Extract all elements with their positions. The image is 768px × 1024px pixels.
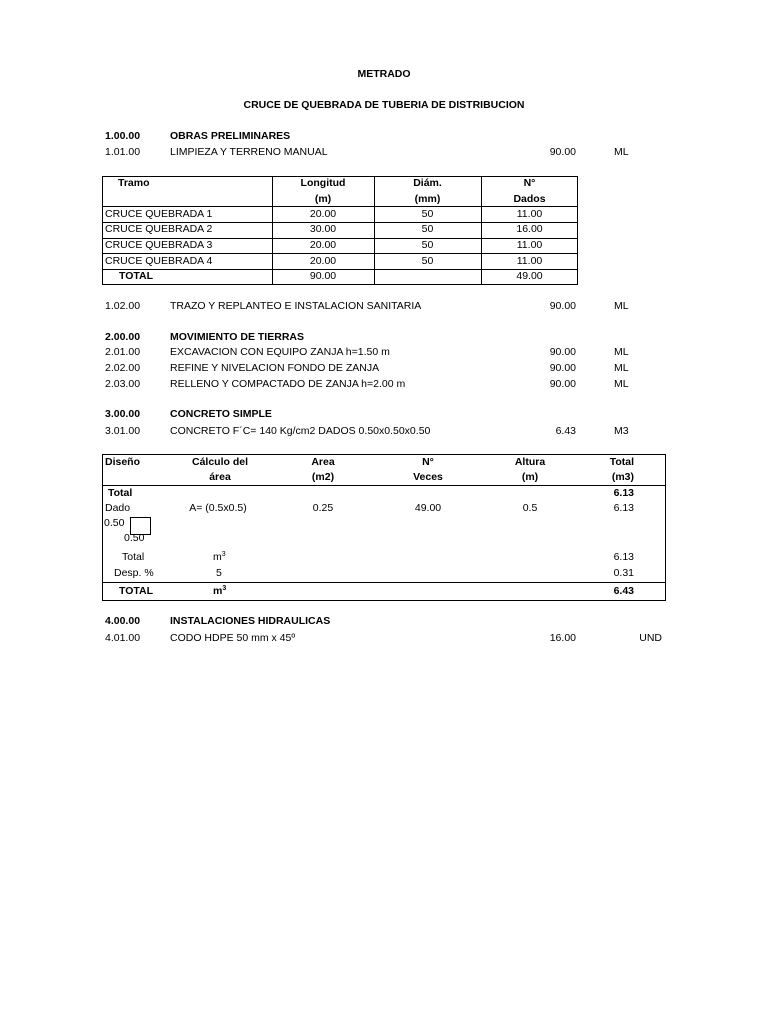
item-desc: REFINE Y NIVELACION FONDO DE ZANJA bbox=[170, 362, 380, 374]
row-name: CRUCE QUEBRADA 3 bbox=[105, 239, 213, 251]
section-name: INSTALACIONES HIDRAULICAS bbox=[170, 615, 331, 627]
total-value: 6.13 bbox=[613, 487, 634, 499]
row-altura: 0.5 bbox=[522, 502, 538, 514]
row-diam: 50 bbox=[421, 255, 434, 267]
header-diam-unit: (mm) bbox=[414, 193, 441, 205]
total-label: TOTAL bbox=[119, 270, 154, 282]
page-subtitle: CRUCE DE QUEBRADA DE TUBERIA DE DISTRIBUCION bbox=[243, 99, 525, 111]
item-desc: CONCRETO F´C= 140 Kg/cm2 DADOS 0.50x0.50x0.50 bbox=[170, 425, 431, 437]
total-longitud: 90.00 bbox=[309, 270, 337, 282]
header-altura-unit: (m) bbox=[521, 471, 539, 483]
section-code: 3.00.00 bbox=[105, 408, 141, 420]
row-dados: 11.00 bbox=[516, 255, 543, 267]
header-longitud-unit: (m) bbox=[314, 193, 332, 205]
row-diam: 50 bbox=[421, 239, 434, 251]
row-longitud: 30.00 bbox=[309, 223, 337, 235]
total-dados: 49.00 bbox=[516, 270, 543, 282]
item-qty: 90.00 bbox=[549, 346, 576, 358]
header-longitud: Longitud bbox=[300, 177, 346, 189]
item-desc: LIMPIEZA Y TERRENO MANUAL bbox=[170, 146, 328, 158]
row-divider bbox=[102, 582, 666, 583]
item-code: 2.03.00 bbox=[105, 378, 141, 390]
item-desc: TRAZO Y REPLANTEO E INSTALACION SANITARIA bbox=[170, 300, 422, 312]
item-qty: 90.00 bbox=[549, 378, 576, 390]
row-label: Dado bbox=[105, 502, 131, 514]
header-veces-2: Veces bbox=[413, 471, 443, 483]
item-desc: EXCAVACION CON EQUIPO ZANJA h=1.50 m bbox=[170, 346, 390, 358]
item-unit: M3 bbox=[614, 425, 629, 437]
item-unit: ML bbox=[614, 146, 629, 158]
item-code: 3.01.00 bbox=[105, 425, 141, 437]
item-code: 2.01.00 bbox=[105, 346, 141, 358]
row-name: CRUCE QUEBRADA 1 bbox=[105, 208, 213, 220]
item-code: 1.02.00 bbox=[105, 300, 141, 312]
item-qty: 6.43 bbox=[555, 425, 576, 437]
section-code: 4.00.00 bbox=[105, 615, 141, 627]
grand-total-label: TOTAL bbox=[119, 585, 154, 597]
row-dados: 16.00 bbox=[516, 223, 543, 235]
item-code: 4.01.00 bbox=[105, 632, 141, 644]
row-area: 0.25 bbox=[312, 502, 334, 514]
item-desc: CODO HDPE 50 mm x 45º bbox=[170, 632, 296, 644]
section-name: OBRAS PRELIMINARES bbox=[170, 130, 291, 142]
item-unit: ML bbox=[614, 378, 629, 390]
header-total: Total bbox=[609, 456, 634, 468]
header-calculo-2: área bbox=[209, 471, 231, 483]
section-code: 2.00.00 bbox=[105, 331, 141, 343]
row-diam: 50 bbox=[421, 223, 434, 235]
header-dados: N° bbox=[523, 177, 536, 189]
row-diam: 50 bbox=[421, 208, 434, 220]
row-name: CRUCE QUEBRADA 2 bbox=[105, 223, 213, 235]
row-longitud: 20.00 bbox=[309, 239, 337, 251]
row-dados: 11.00 bbox=[516, 208, 543, 220]
desp-pct: 5 bbox=[216, 567, 222, 579]
header-area-unit: (m2) bbox=[311, 471, 335, 483]
page-title: METRADO bbox=[357, 68, 411, 80]
header-altura: Altura bbox=[514, 456, 546, 468]
header-calculo: Cálculo del bbox=[191, 456, 248, 468]
section-code: 1.00.00 bbox=[105, 130, 141, 142]
header-tramo: Tramo bbox=[118, 177, 150, 189]
item-qty: 90.00 bbox=[549, 146, 576, 158]
row-total: 6.13 bbox=[613, 502, 634, 514]
summary-label: Total bbox=[122, 551, 145, 563]
dado-width: 0.50 bbox=[104, 517, 125, 529]
item-desc: RELLENO Y COMPACTADO DE ZANJA h=2.00 m bbox=[170, 378, 406, 390]
section-name: MOVIMIENTO DE TIERRAS bbox=[170, 331, 304, 343]
row-name: CRUCE QUEBRADA 4 bbox=[105, 255, 213, 267]
item-unit: UND bbox=[639, 632, 662, 644]
header-area: Area bbox=[311, 456, 335, 468]
dado-height: 0.50 bbox=[124, 532, 145, 544]
item-code: 2.02.00 bbox=[105, 362, 141, 374]
row-longitud: 20.00 bbox=[309, 255, 337, 267]
grand-total-value: 6.43 bbox=[613, 585, 634, 597]
row-dados: 11.00 bbox=[516, 239, 543, 251]
grand-total-unit: $m^3$ bbox=[213, 585, 227, 597]
desp-label: Desp. % bbox=[114, 567, 154, 579]
summary-unit: $m^3$ bbox=[213, 551, 226, 563]
summary-value: 6.13 bbox=[613, 551, 634, 563]
header-dados-unit: Dados bbox=[513, 193, 546, 205]
total-label: Total bbox=[108, 487, 133, 499]
header-total-unit: (m3) bbox=[611, 471, 634, 483]
row-longitud: 20.00 bbox=[309, 208, 337, 220]
header-diseno: Diseño bbox=[105, 456, 141, 468]
item-unit: ML bbox=[614, 300, 629, 312]
item-unit: ML bbox=[614, 346, 629, 358]
item-qty: 16.00 bbox=[549, 632, 576, 644]
row-calc: A= (0.5x0.5) bbox=[189, 502, 247, 514]
item-qty: 90.00 bbox=[549, 362, 576, 374]
row-veces: 49.00 bbox=[414, 502, 442, 514]
row-divider bbox=[102, 485, 666, 486]
header-veces: N° bbox=[422, 456, 434, 468]
section-name: CONCRETO SIMPLE bbox=[170, 408, 272, 420]
item-code: 1.01.00 bbox=[105, 146, 141, 158]
item-unit: ML bbox=[614, 362, 629, 374]
desp-value: 0.31 bbox=[613, 567, 634, 579]
header-diam: Diám. bbox=[413, 177, 442, 189]
item-qty: 90.00 bbox=[549, 300, 576, 312]
